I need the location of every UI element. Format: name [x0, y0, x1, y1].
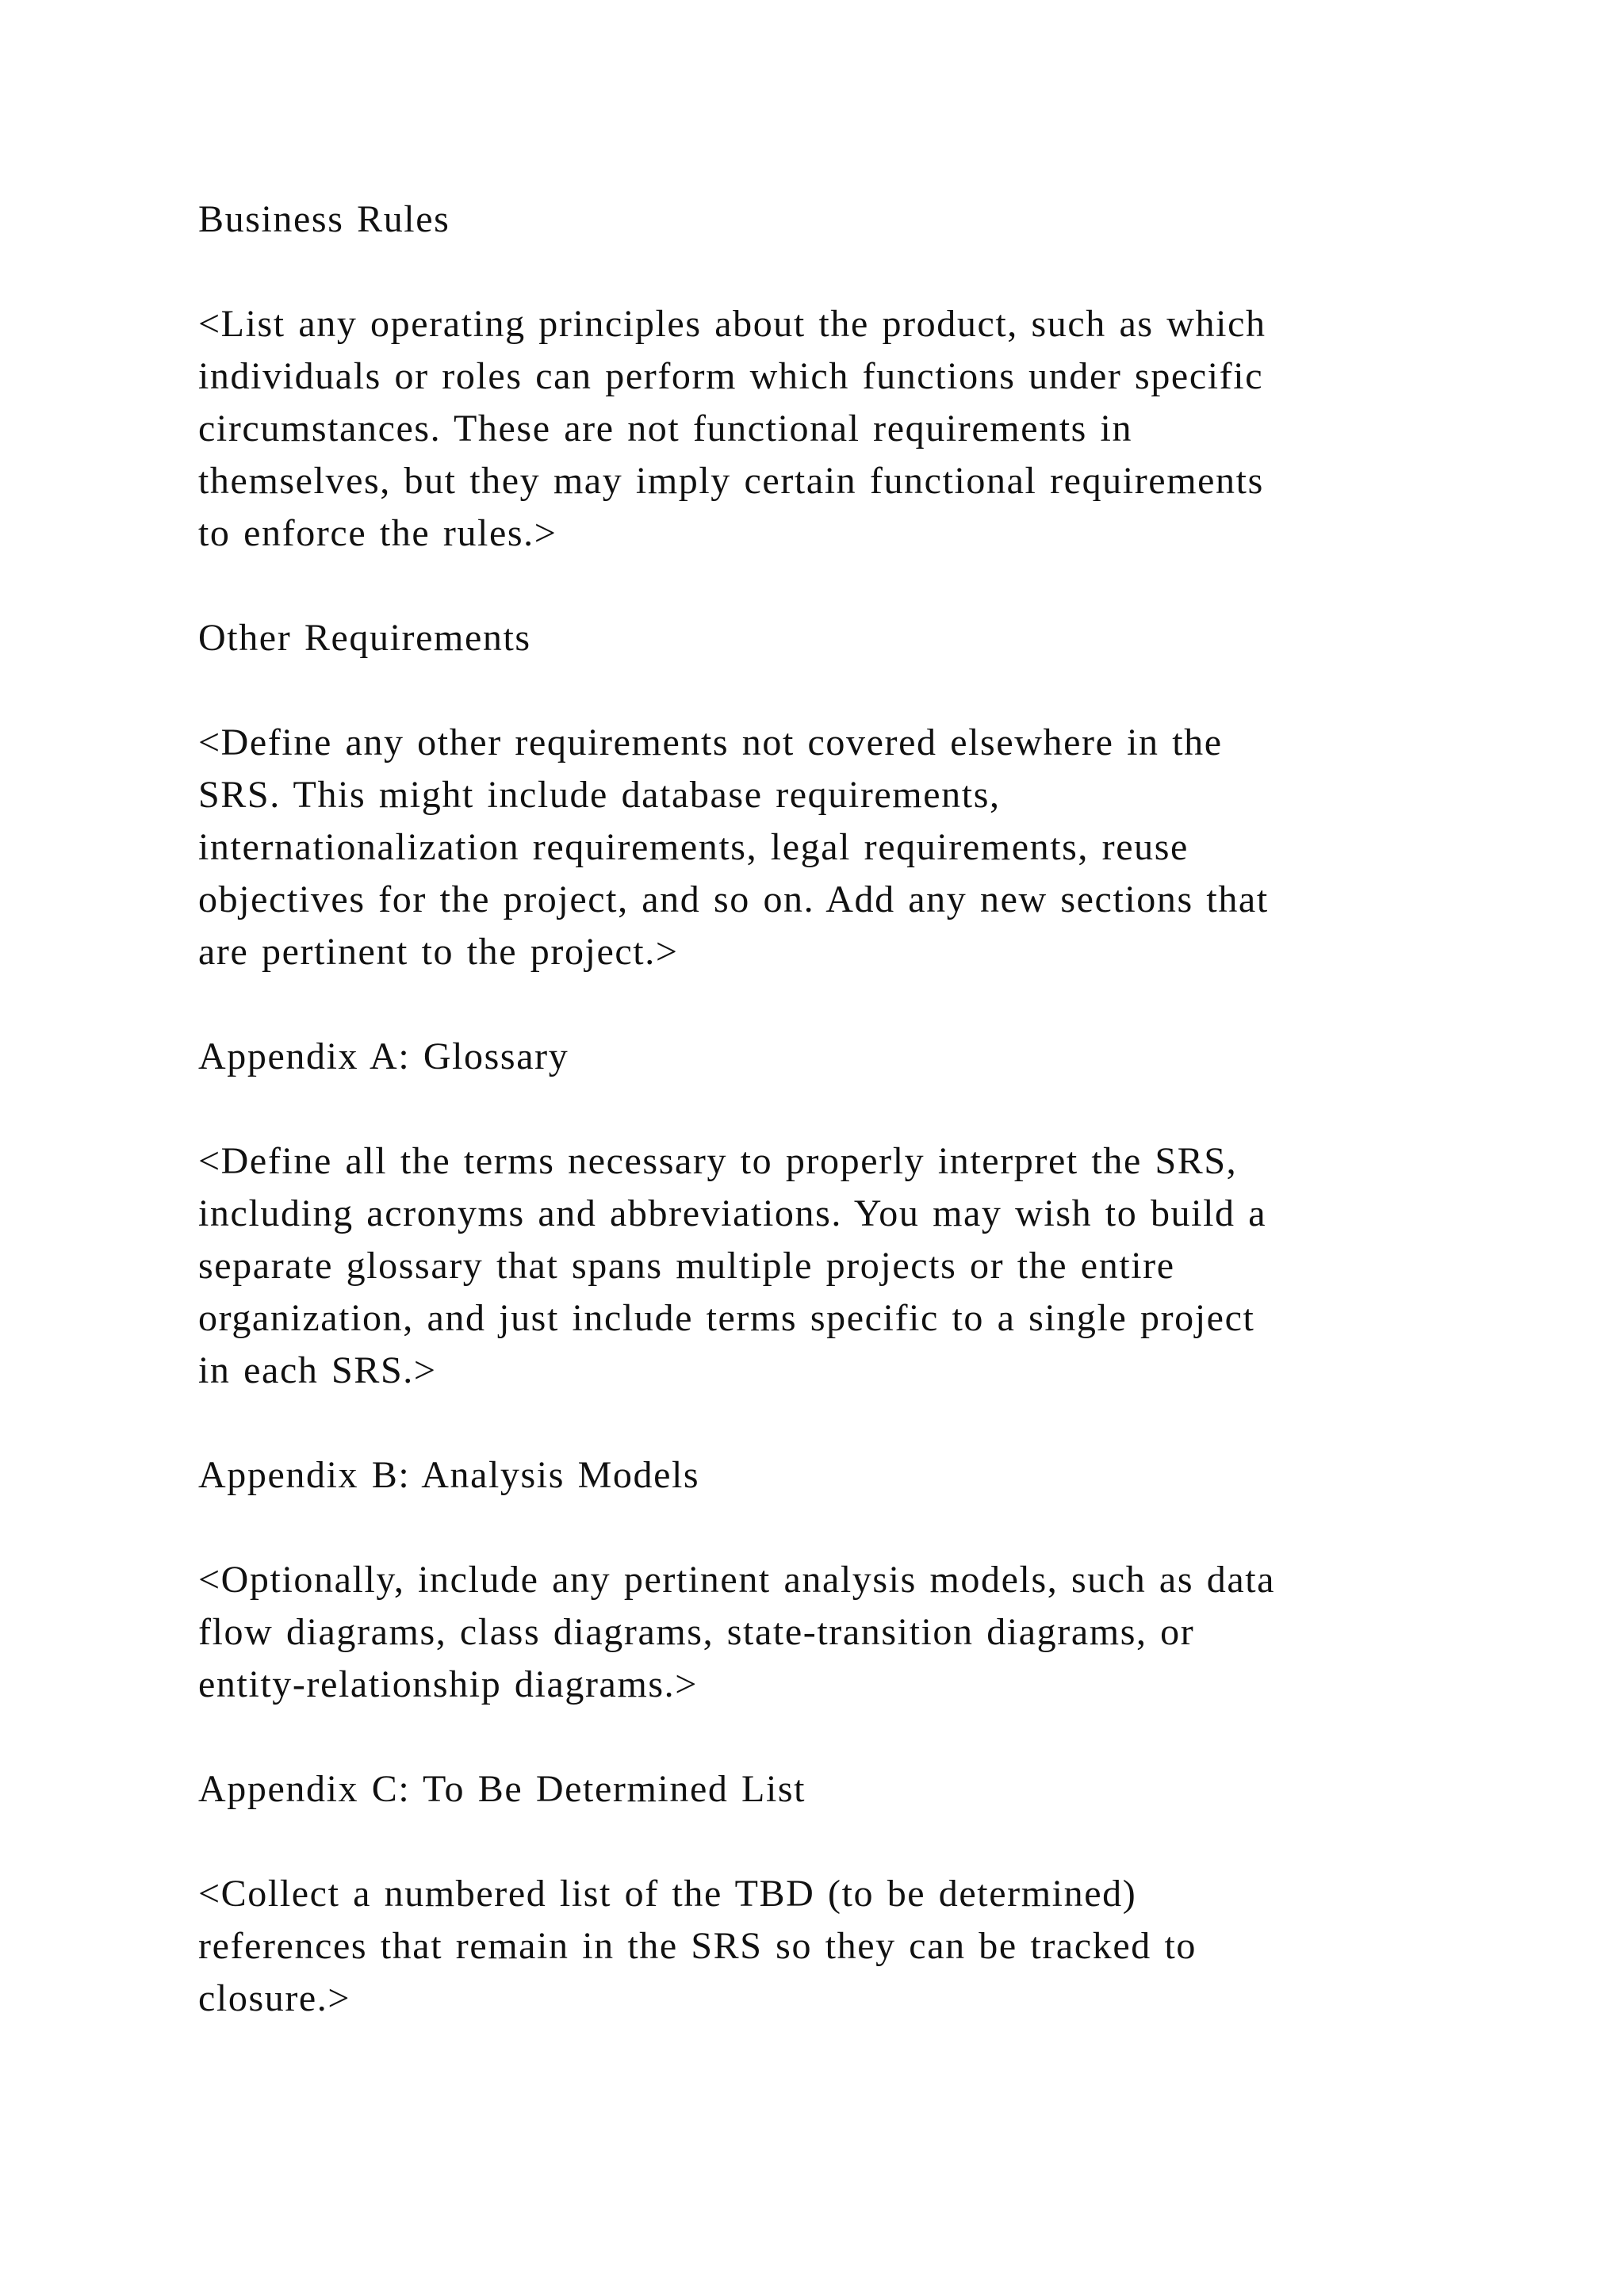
spacer: [198, 1711, 1467, 1763]
body-line: SRS. This might include database requirements,: [198, 774, 1001, 816]
body-line: to enforce the rules.>: [198, 512, 557, 554]
body-line: are pertinent to the project.>: [198, 931, 679, 973]
spacer: [198, 978, 1467, 1031]
body-line: organization, and just include terms specific to a single project: [198, 1297, 1255, 1339]
body-line: references that remain in the SRS so they can be tracked to: [198, 1925, 1197, 1967]
section-heading-business-rules: Business Rules: [198, 198, 450, 240]
body-line: objectives for the project, and so on. Add any new sections that: [198, 878, 1269, 920]
body-line: flow diagrams, class diagrams, state-transition diagrams, or: [198, 1611, 1195, 1653]
section-heading-appendix-a: Appendix A: Glossary: [198, 1035, 569, 1077]
body-line: closure.>: [198, 1977, 351, 2019]
body-line: internationalization requirements, legal requirements, reuse: [198, 826, 1189, 868]
spacer: [198, 1397, 1467, 1449]
body-line: circumstances. These are not functional requirements in: [198, 408, 1133, 450]
body-line: <Define all the terms necessary to properly interpret the SRS,: [198, 1140, 1238, 1182]
section-heading-other-requirements: Other Requirements: [198, 617, 531, 659]
spacer: [198, 560, 1467, 612]
body-line: <Collect a numbered list of the TBD (to be determined): [198, 1873, 1137, 1915]
body-line: <List any operating principles about the product, such as which: [198, 303, 1266, 345]
body-line: entity-relationship diagrams.>: [198, 1663, 698, 1705]
spacer: [198, 1502, 1467, 1554]
spacer: [198, 246, 1467, 298]
body-line: <Define any other requirements not covered elsewhere in the: [198, 721, 1223, 763]
body-line: in each SRS.>: [198, 1349, 437, 1391]
body-line: individuals or roles can perform which functions under specific: [198, 355, 1264, 397]
section-heading-appendix-b: Appendix B: Analysis Models: [198, 1454, 700, 1496]
spacer: [198, 1083, 1467, 1135]
body-line: including acronyms and abbreviations. You may wish to build a: [198, 1192, 1267, 1234]
spacer: [198, 1816, 1467, 1868]
document-page: [198, 193, 1467, 2025]
section-heading-appendix-c: Appendix C: To Be Determined List: [198, 1768, 806, 1810]
body-line: <Optionally, include any pertinent analysis models, such as data: [198, 1559, 1276, 1601]
spacer: [198, 664, 1467, 717]
body-line: separate glossary that spans multiple projects or the entire: [198, 1245, 1175, 1287]
body-line: themselves, but they may imply certain functional requirements: [198, 460, 1264, 502]
